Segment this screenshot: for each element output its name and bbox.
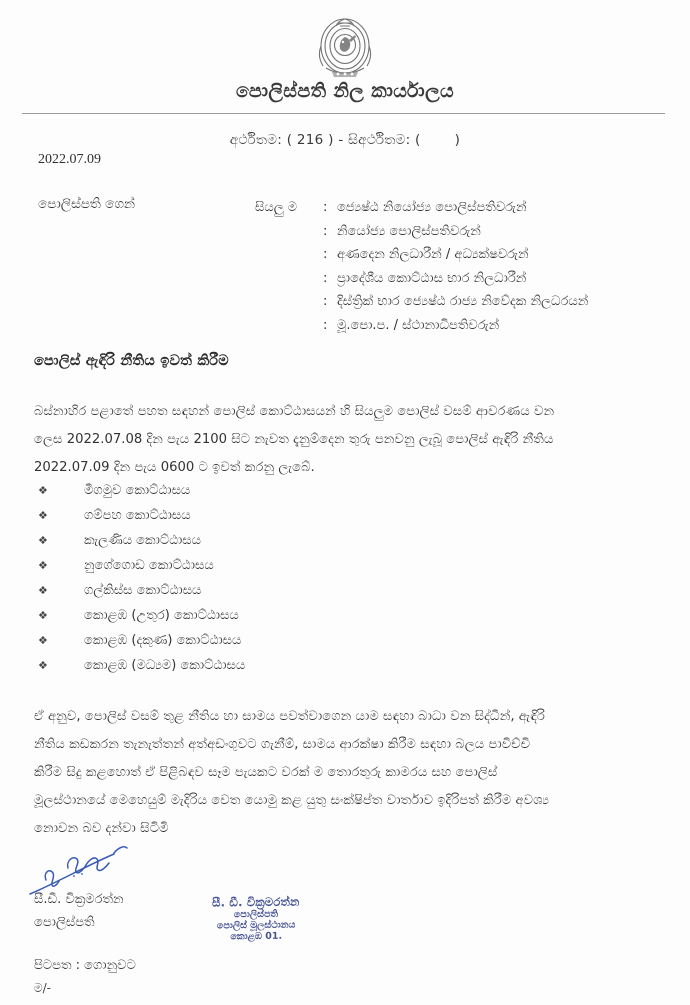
list-item [34, 608, 434, 633]
subject-heading: පොලිස් ඇඳිරි නීතිය ඉවත් කිරීම [34, 353, 229, 369]
bullet-diamond-icon: ❖ [38, 634, 48, 647]
body-paragraph-2 [34, 703, 652, 843]
document-date: 2022.07.09 [38, 152, 101, 167]
paragraph-line: මූලස්ථානයේ මෙහෙයුම් මැදිරිය වෙත යොමු කළ යුතු සංක්ෂිප්ත වාර්තාව ඉදිරිපත් කිරීම අවශ්‍ය [34, 793, 550, 808]
recipient-label: නියෝජ්‍ය පොලිස්පතිවරුන් [337, 223, 481, 239]
recipient-colon: : [323, 294, 328, 309]
paragraph-line: කිරීම සිදු කළහොත් ඒ පිළිබඳව සෑම පැයකට වරක් ම තොරතුරු කාමරය සහ පොලිස් [34, 765, 498, 780]
bullet-diamond-icon: ❖ [38, 584, 48, 597]
stamp-role: පොලිස්පති [233, 908, 279, 921]
recipient-row [255, 196, 675, 220]
reference-number-close: ) [328, 132, 334, 148]
paragraph-line: බස්නාහිර පළාතේ පහත සඳහන් පොලිස් කොට්ඨාසයන් හි සියලුම පොලිස් වසම් ආවරණය වන [34, 404, 555, 419]
stamp-office: පොලිස් මූලස්ථානය [216, 919, 296, 932]
crest-container [0, 12, 690, 88]
handwritten-signature-icon [28, 842, 198, 898]
copy-to-label: පිටපත : ගොනුවට [34, 958, 136, 973]
list-item [34, 558, 434, 583]
recipient-colon: : [323, 200, 328, 215]
paragraph-line: ඒ අනුව, පොලිස් වසම් තුළ නීතිය හා සාමය පවත්වාගෙන යාම සඳහා බාධා වන සිද්ධීන්, ඇඳිරි [34, 709, 545, 724]
bullet-diamond-icon: ❖ [38, 484, 48, 497]
division-label: ගම්පහ කොට්ඨාසය [84, 508, 191, 523]
from-label: පොලිස්පති ගෙන් [38, 196, 135, 212]
paragraph-line: නොවන බව දන්වා සිටිමි [34, 821, 169, 836]
paragraph-line: 2022.07.09 දින පැය 0600 ට ඉවත් කරනු ලැබේ. [34, 460, 315, 475]
reference-sub-open: ( [415, 132, 421, 148]
division-label: මීගමුව කොට්ඨාසය [84, 483, 191, 498]
recipient-colon: : [323, 247, 328, 262]
bullet-diamond-icon: ❖ [38, 659, 48, 672]
paragraph-line: නීතිය කඩකරන තැනැත්තන් අත්අඩංගුවට ගැනීම්, සාමය ආරක්ෂා කිරීම සඳහා බලය පාවිච්චි [34, 737, 531, 752]
recipient-row [255, 220, 675, 244]
stamp-name: සී. ඩී. වික්‍රමරත්න [212, 894, 300, 910]
division-label: කොළඹ (දකුණ) කොට්ඨාසය [84, 633, 242, 648]
list-item [34, 633, 434, 658]
list-item [34, 658, 434, 683]
reference-sub-colon: : [405, 132, 411, 148]
recipient-label: දිස්ත්‍රික් භාර ජ්‍යෙෂ්ඨ රාජ්‍ය නිවේදක නිලධරයන් [337, 294, 589, 309]
division-list [34, 483, 434, 683]
list-item [34, 533, 434, 558]
recipient-label: මූ.පො.ප. / ස්ථානාධිපතිවරුන් [337, 317, 500, 333]
to-lead-label: සියලු ම [255, 200, 298, 215]
reference-number-open: ( [286, 132, 293, 148]
sri-lanka-national-emblem-icon [314, 12, 376, 84]
division-label: නුගේගොඩ කොට්ඨාසය [84, 558, 214, 573]
recipient-label: අණදෙන නිලධාරීන් / අධ්‍යක්ෂවරුන් [337, 247, 529, 262]
reference-label-main: අර්ථිතම [229, 132, 278, 148]
recipient-label: ප්‍රාදේශීය කොට්ඨාස භාර නිලධාරීන් [337, 270, 527, 286]
office-title: පොලිස්පති නිල කාර්යාලය [235, 80, 455, 102]
header-divider [22, 113, 665, 114]
recipient-colon: : [323, 223, 328, 239]
division-label: ගල්කිස්ස කොට්ඨාසය [84, 583, 202, 598]
signer-name: සී.ඩී. වික්‍රමරත්න [34, 892, 124, 907]
recipient-colon: : [323, 317, 328, 333]
bullet-diamond-icon: ❖ [38, 609, 48, 622]
recipient-colon: : [323, 270, 328, 286]
division-label: කොළඹ (උතුර) කොට්ඨාසය [84, 608, 239, 623]
recipient-row [255, 290, 675, 314]
recipient-row [255, 243, 675, 267]
bullet-diamond-icon: ❖ [38, 534, 48, 547]
list-item [34, 483, 434, 508]
reference-line [0, 132, 690, 148]
reference-sub-close: ) [454, 132, 461, 148]
recipient-row [255, 314, 675, 338]
copy-mark: ම/- [34, 981, 52, 995]
bullet-diamond-icon: ❖ [38, 559, 48, 572]
list-item [34, 508, 434, 533]
bullet-diamond-icon: ❖ [38, 509, 48, 522]
reference-colon: : [277, 132, 283, 148]
paragraph-line: ලෙස 2022.07.08 දින පැය 2100 සිට නැවත දැනුම්දෙන තුරු පනවනු ලැබූ පොලිස් ඇඳිරි නීතිය [34, 432, 554, 447]
division-label: කැලණිය කොට්ඨාසය [84, 533, 201, 548]
stamp-city: කොළඹ 01. [230, 930, 283, 943]
recipient-label: ජ්‍යෙෂ්ඨ නියෝජ්‍ය පොලිස්පතිවරුන් [337, 200, 527, 215]
rubber-stamp-icon [186, 895, 326, 942]
recipient-list [255, 196, 675, 337]
reference-label-sub: සිඅර්ථිතම [348, 132, 406, 148]
body-paragraph-1 [34, 398, 649, 482]
list-item [34, 583, 434, 608]
recipient-row [255, 267, 675, 291]
reference-dash: - [338, 132, 344, 148]
reference-number: 216 [296, 132, 324, 148]
signer-role: පොලිස්පති [34, 915, 95, 930]
division-label: කොළඹ (මධ්‍යම) කොට්ඨාසය [84, 658, 246, 673]
